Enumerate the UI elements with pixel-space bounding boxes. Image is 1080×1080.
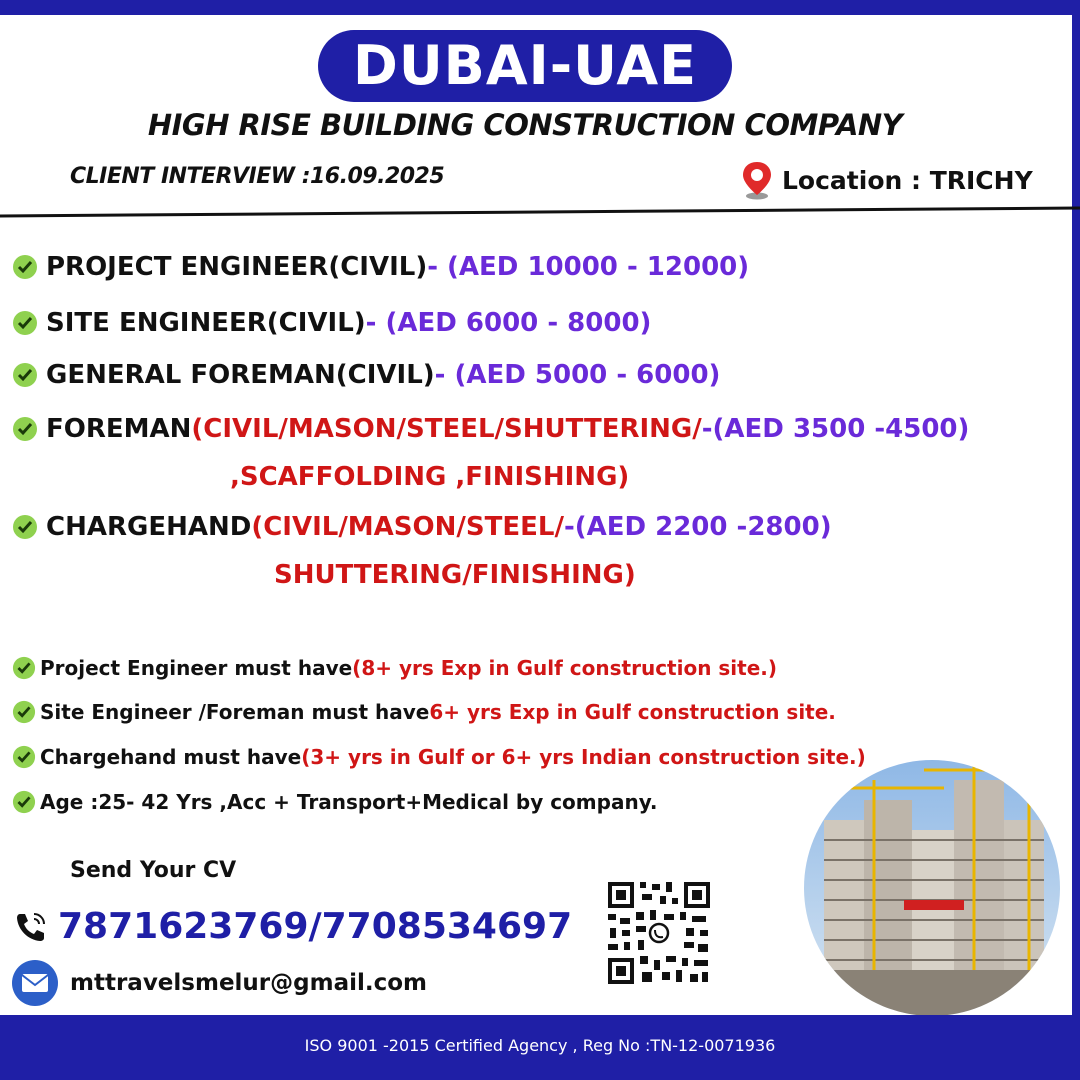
location-text: Location : TRICHY [782,165,1033,195]
check-icon [12,514,38,540]
job-row-foreman [12,414,969,444]
construction-photo [804,760,1060,1016]
requirement-text: Chargehand must have [40,745,302,769]
job-trades: (CIVIL/MASON/STEEL/ [251,512,564,542]
check-icon [12,745,36,769]
top-bar [0,0,1080,15]
location-pin-icon [740,160,774,200]
interview-date: CLIENT INTERVIEW :16.09.2025 [70,164,445,189]
check-icon [12,362,38,388]
job-trades: (CIVIL/MASON/STEEL/SHUTTERING/ [191,414,702,444]
requirement-text: Project Engineer must have [40,656,353,680]
phone-contact[interactable] [14,906,572,947]
phone-icon [14,910,48,944]
footer-bar: ISO 9001 -2015 Certified Agency , Reg No :TN-12-0071936 [0,1015,1080,1080]
requirement-item [12,700,836,724]
check-icon [12,416,38,442]
job-salary: - (AED 6000 - 8000) [365,308,652,338]
destination-title: DUBAI-UAE [318,30,732,102]
email-contact[interactable] [12,960,427,1006]
job-row-site-engineer [12,308,651,338]
job-title: CHARGEHAND [46,512,252,542]
job-salary: -(AED 3500 -4500) [701,414,970,444]
job-row-project-engineer [12,252,749,282]
requirement-highlight: (8+ yrs Exp in Gulf construction site.) [352,656,778,680]
requirement-item [12,656,777,680]
company-subtitle: HIGH RISE BUILDING CONSTRUCTION COMPANY [147,108,903,142]
job-row-general-foreman [12,360,720,390]
job-trades-continued: SHUTTERING/FINISHING) [274,560,636,590]
check-icon [12,700,36,724]
requirement-item [12,745,866,769]
check-icon [12,790,36,814]
header-divider [0,196,1080,236]
check-icon [12,254,38,280]
requirement-text: Age :25- 42 Yrs ,Acc + Transport+Medical by company. [40,790,658,814]
mail-icon [12,960,58,1006]
requirement-text: Site Engineer /Foreman must have [40,700,430,724]
job-salary: -(AED 2200 -2800) [563,512,832,542]
requirement-item [12,790,658,814]
job-salary: - (AED 10000 - 12000) [427,252,750,282]
job-title: PROJECT ENGINEER(CIVIL) [46,252,428,282]
job-title: FOREMAN [46,414,192,444]
requirement-highlight: 6+ yrs Exp in Gulf construction site. [429,700,836,724]
requirement-highlight: (3+ yrs in Gulf or 6+ yrs Indian construction site.) [301,745,866,769]
send-cv-label: Send Your CV [70,858,237,883]
phone-numbers[interactable]: 7871623769/7708534697 [58,906,573,947]
location [740,160,1033,200]
job-title: SITE ENGINEER(CIVIL) [46,308,366,338]
job-trades-continued: ,SCAFFOLDING ,FINISHING) [230,462,630,492]
email-address[interactable]: mttravelsmelur@gmail.com [70,970,428,996]
job-salary: - (AED 5000 - 6000) [434,360,721,390]
check-icon [12,656,36,680]
check-icon [12,310,38,336]
qr-code[interactable] [606,880,712,986]
job-row-chargehand [12,512,832,542]
job-title: GENERAL FOREMAN(CIVIL) [46,360,435,390]
